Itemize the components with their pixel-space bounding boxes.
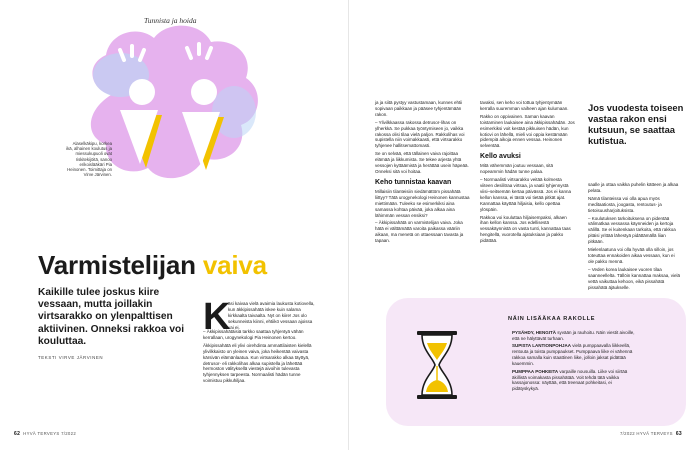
paragraph: – Äkkipissahätäisiä tarkko saattaa tyhjentyä vähän kerrallaan, urogynekologi Pia Heinonen kertoo.	[203, 329, 304, 340]
lede: Kaikille tulee joskus kiire vessaan, mutta joillakin virtsarakko on ylenpalttisen aktiivinen. Onneksi rakkoa voi kouluttaa.	[38, 287, 185, 347]
paragraph: Millaisiin tilanteisiin siedämättöm pissahätä liittyy? Tätä urogynekologi Heinonen kannustaa miettimään. Tuleeko se esimerkiksi aina samassa kohtaa päivää, joka alkaa aina lähimmän vessan ensiksi?	[375, 188, 470, 218]
infobox-item-lead: PUMPPAA POHKEITA	[512, 368, 559, 374]
body-column-4	[588, 182, 680, 292]
body-column-1	[203, 329, 316, 386]
paragraph: saalle ja ottaa vaikka puhelin kätteen ja alkaa pelata.	[588, 182, 679, 193]
drop-cap: K	[203, 296, 231, 338]
body-column-3	[480, 100, 576, 246]
body-column-1-intro: äsi kaivaa vielä avaimia laukusta kotiovella, kun äkkipissahätä iskee kuin salama kirkkaalta taivaalta. Nyt on kiire! Jos olo sekunneista kiinni, ehtiikö vessaan ajoissa vai ei.	[228, 301, 315, 330]
photo-caption: Alaselkäkipu, korkea ikä, alhainen koulutus ja miessukupuoli ovat riskitekijöitä, sanoo erikoislääkäri Pia Heinonen. Toimittaja on Virve Järvinen.	[66, 141, 112, 178]
headline	[38, 251, 267, 279]
page-gutter	[348, 0, 349, 450]
infobox-item-lead: SUPISTA LANTIONPOHJAA	[512, 343, 572, 349]
paragraph: tavaksi, sen keho voi tottua tyhjentymään kerralla suuremman vaiheen ajan kulumaan.	[480, 100, 569, 111]
paragraph: Äkkipissahätä eli ylivi oirehdinta ammattilaisten kielellä ylivilkkaisto on yleinen vaiva, joka heikentää vaivasta kärsivän elämänlaatua. Kun virtsarakko alkaa täyttyä, detrusor- eli rakkolihas alkaa supistella ja lähettää hermoston välityksellä viestejä aivoihin tulevasta tyhjennyksen tarpeesta. Normaalisti hädän tunne voimistuu pikkuhiljaa.	[203, 342, 312, 384]
paragraph: – Äkkipissahätä on varmistelijan vaiva. Joka hätä ei välttämättä varoita paikassa vääriin aikaan, ma menetä on ottaessaan tavasta ja tapaan.	[375, 220, 464, 244]
infobox-item-text: varpaille nousuilla. Liike voi siirtää äkillistä voimakasta pissahätää. Voit tehdä tätä vaikka kassajonossa: näyttää, että treenaat pohkeitasi, ei pidätyskykyä.	[512, 368, 628, 392]
body-column-2	[375, 100, 470, 246]
infobox-item	[512, 369, 640, 393]
infobox-item-lead: PYSÄHDY, HENGITÄ	[512, 330, 557, 335]
paragraph: ja ja siitä pystyy vastustamaan, kunnes ehtii sopivaan paikkaan ja pääsee tyhjentämään rakon.	[375, 100, 463, 117]
infobox-item	[512, 343, 640, 367]
infobox-item	[512, 330, 640, 342]
toilet-sign-figures-illustration	[76, 20, 266, 210]
footer-left	[14, 431, 76, 437]
infobox-item-text: vielä pumppaavalla liikkeellä, rentouta ja toista pumppaukset. Pumppaava liike ei vähennä rakkoa samalla kuin staattinen liike, jolloin jaksat pidättää kauemmin.	[512, 343, 633, 367]
headline-main: Varmistelijan	[38, 250, 203, 280]
paragraph: Rakko on oppivainen. Saman kaavan toistaminen laukaisee aina äkkipissahädän. Jos esimerkiksi voit kestää pikkuisen hädän, kun kotiovi on lähellä, mieli voi oppia kestämään pidempiä aikoja ennen vessaa. Heinonen selventää.	[480, 113, 575, 149]
hourglass-icon	[415, 330, 459, 405]
paragraph: – Koulutuksen tarkoituksena on pidentää välimatkaa vessassa käynneiden ja kertoja välillä. Se ei kuitenkaan tarkoita, että rakkoa pitäisi yrittää lähestyä pidättämällä liian pitkään.	[588, 215, 676, 245]
pull-quote: Jos vuodesta toiseen vastaa rakon ensi kutsuun, se saattaa kutistua.	[588, 102, 684, 146]
paragraph: Se on selvää, että tällainen vaiva rajoittaa elämää ja liikkumista. Se tekee arjesta yhtä vessojen kyttäämistä ja herättää usein häpeää. Onneksi sitä voi hoitaa.	[375, 151, 469, 174]
page-number-right: 63	[675, 431, 682, 437]
paragraph: Nämä tilanteissa voi olla apua myös meditaatiosta, joogasta, rentoutus- ja tietoisuusharjoituksista.	[588, 195, 662, 213]
section-tag: Tunnista ja hoida	[144, 16, 197, 25]
page-number-left: 62	[14, 431, 21, 437]
headline-accent: vaiva	[202, 250, 267, 280]
paragraph: Mielenlaatuna voi olla hyvää olla silloin, jos toteuttaa ennakoiden aikaa vessaan, kun ei ole pakko mennä.	[588, 247, 675, 264]
paragraph: – Ylivilkkaassa rakossa detrusor-lihas on ylherkkä. Se pukkaa työntymiseen jo, vaikka rakossa olisi tilaa vielä paljon. Rakkolihas voi supistella niin voimakkaasti, että virtsarakko tyhjenee hallitsemattomasti.	[375, 119, 465, 149]
footer-left-text: HYVÄ TERVEYS 7/2022	[23, 431, 77, 436]
subheading: Kello avuksi	[480, 153, 521, 161]
byline: TEKSTI VIRVE JÄRVINEN	[38, 355, 104, 360]
paragraph: – Veden korea laukaisee vuoren tilaa saanneellelta. Tällöin kannattaa maksaa, vielä vettä vaikuttaa kehoon, eikä pissahätä pissahätä äjäukselle.	[588, 266, 680, 290]
footer-right-text: 7/2022 HYVÄ TERVEYS	[619, 431, 673, 436]
subheading: Keho tunnistaa kaavan	[375, 178, 452, 186]
paragraph: Mitä vähemmän joutuu vessaan, sitä nopeammin hädän tunne palaa.	[480, 163, 554, 175]
paragraph: – Normaalisti virtsarakko veitää kolmesta viiteen desilitraa virtsaa, ja vaatii tyhjennystä viisi–seitsemän kertaa päivässä. Jos ei kanna kellon kanssa, ei tästä voi tietää pitkät ajat. Kannattaa käyttää hiljaisia, kello opettaa ylöspäin.	[480, 177, 572, 212]
infobox-item-text: syvään ja rauhoitu. Näin viestit aivoille, että ne hälyttävät turhaan.	[512, 330, 635, 341]
infobox-title: NÄIN LISÄÄKAA RAKOLLE	[508, 316, 596, 322]
footer-right	[620, 431, 682, 437]
paragraph: Rakkoa voi kouluttaa hiljaisempaksi, alkaen ihan kellon kanssa. Jos edellisestä vessakäynnistä on vasta tunti, kannattaa taas hengitellä, vuorotella ajatuksiaan ja pakko pidättää.	[480, 214, 571, 244]
infobox-list	[512, 330, 640, 394]
